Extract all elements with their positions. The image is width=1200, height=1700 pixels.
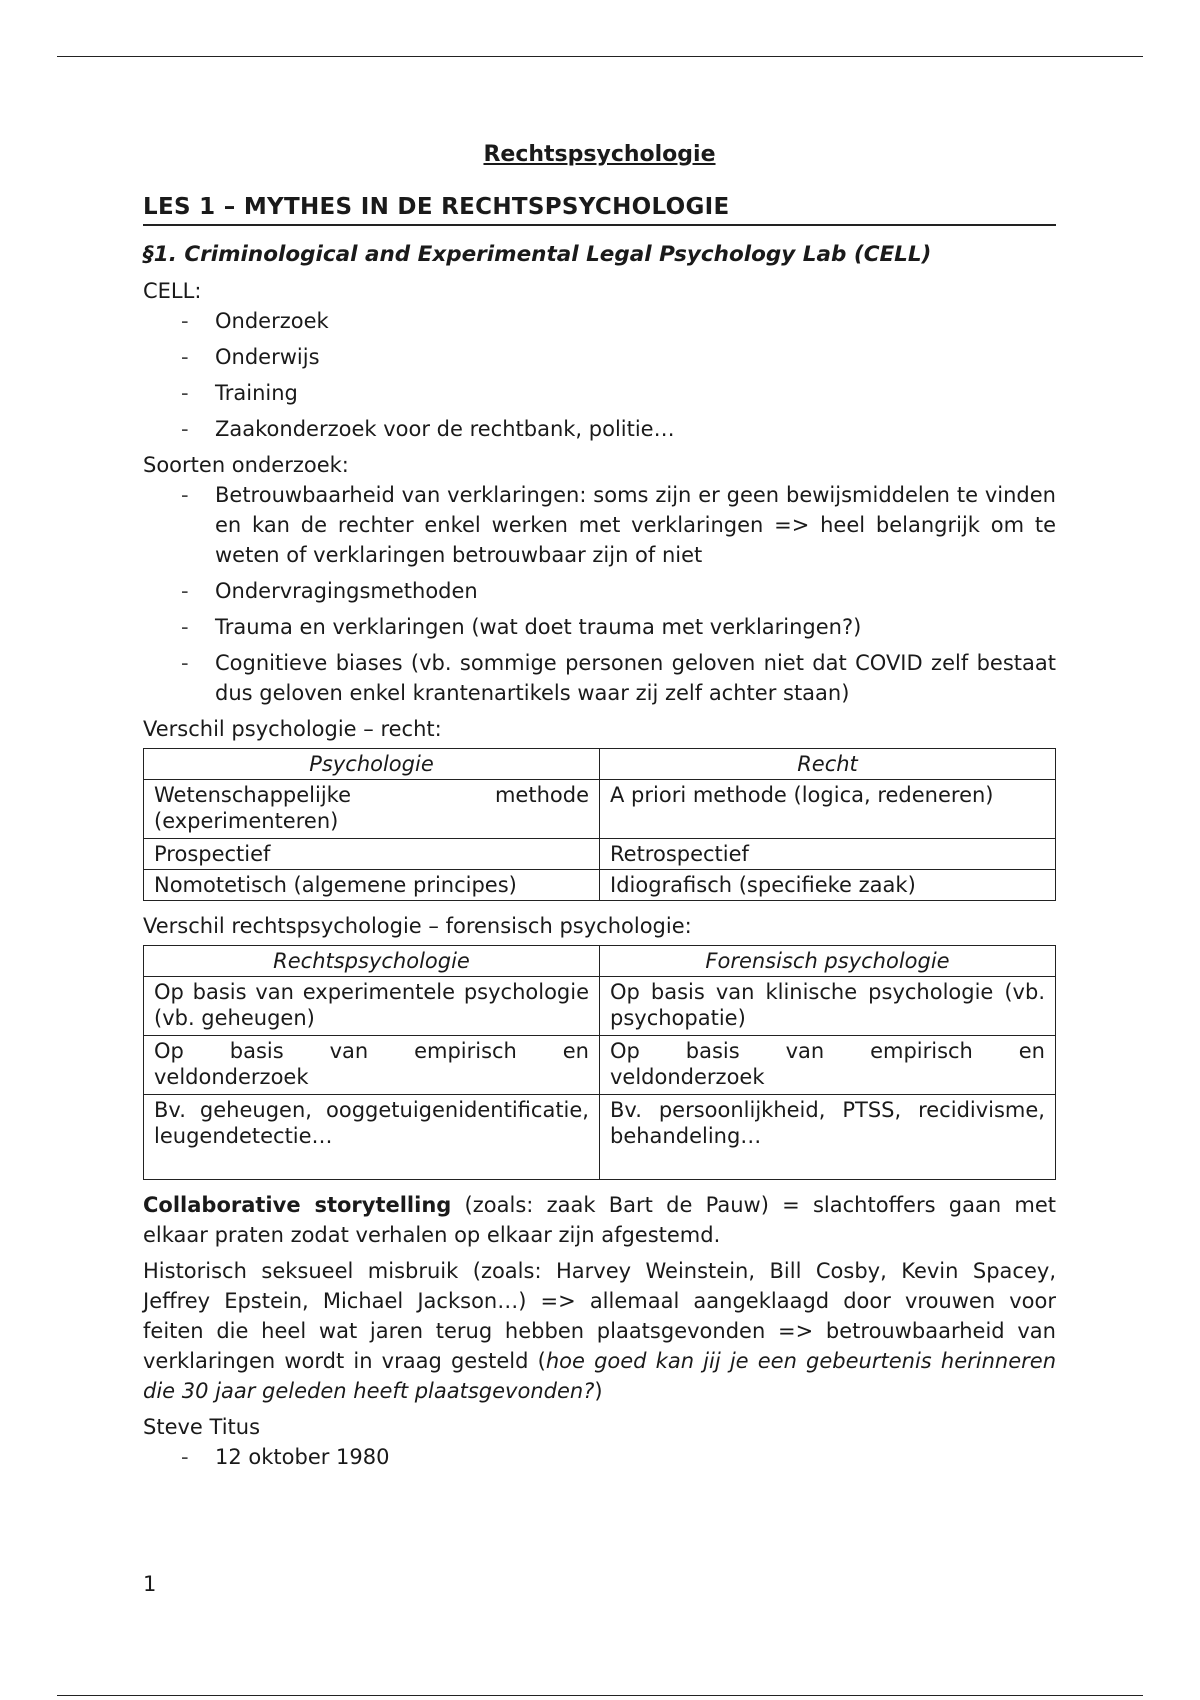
list-item: - Onderzoek xyxy=(215,306,1056,336)
historisch-question: hoe goed kan jij je een gebeurtenis herinneren die 30 jaar geleden heeft plaatsgevonden? xyxy=(143,1349,1056,1403)
document-title: Rechtspsychologie xyxy=(483,142,716,167)
table-row xyxy=(144,1095,1056,1180)
table-header-row xyxy=(144,749,1056,780)
table-row xyxy=(144,870,1056,901)
comparison-table-psychologie-recht xyxy=(143,748,1056,901)
document-body xyxy=(143,140,1056,1478)
table-cell: Bv. geheugen, ooggetuigenidentificatie, leugendetectie… xyxy=(144,1095,600,1180)
table-header-row xyxy=(144,946,1056,977)
list-item: - Onderwijs xyxy=(215,342,1056,372)
table-header: Psychologie xyxy=(144,749,600,780)
table-cell: Op basis van empirisch en veldonderzoek xyxy=(600,1036,1056,1095)
table-cell: Bv. persoonlijkheid, PTSS, recidivisme, behandeling… xyxy=(600,1095,1056,1180)
soorten-label: Soorten onderzoek: xyxy=(143,453,349,477)
table-cell: Retrospectief xyxy=(600,839,1056,870)
table-row xyxy=(144,977,1056,1036)
list-item: - Trauma en verklaringen (wat doet trauma met verklaringen?) xyxy=(215,612,1056,642)
list-item: - Cognitieve biases (vb. sommige personen geloven niet dat COVID zelf bestaat dus geloven enkel krantenartikels waar zij zelf achter staan) xyxy=(215,648,1056,708)
footer-rule xyxy=(57,1695,1143,1696)
historisch-close: ) xyxy=(594,1379,603,1403)
table-cell: Nomotetisch (algemene principes) xyxy=(144,870,600,901)
table-cell: Op basis van empirisch en veldonderzoek xyxy=(144,1036,600,1095)
table2-label: Verschil rechtspsychologie – forensisch psychologie: xyxy=(143,914,692,938)
section-heading: §1. Criminological and Experimental Legal Psychology Lab (CELL) xyxy=(143,242,932,267)
historisch-text: Historisch seksueel misbruik (zoals: Harvey Weinstein, Bill Cosby, Kevin Spacey, Jeffrey Epstein, Michael Jackson…) => allemaal aangeklaagd door vrouwen voor feiten die heel wat jaren terug hebben plaatsgevonden => betrouwbaarheid van verklaringen wordt in vraag gesteld ( xyxy=(143,1259,1056,1373)
list-item: - Ondervragingsmethoden xyxy=(215,576,1056,606)
titus-label: Steve Titus xyxy=(143,1415,261,1439)
collaborative-storytelling-text: (zoals: zaak Bart de Pauw) = slachtoffers gaan met elkaar praten zodat verhalen op elkaar zijn afgestemd. xyxy=(143,1193,1056,1247)
table-cell: Prospectief xyxy=(144,839,600,870)
table-header: Rechtspsychologie xyxy=(144,946,600,977)
table-row xyxy=(144,780,1056,839)
lesson-heading: LES 1 – MYTHES IN DE RECHTSPSYCHOLOGIE xyxy=(143,192,1056,226)
table-cell: A priori methode (logica, redeneren) xyxy=(600,780,1056,839)
soorten-list xyxy=(143,480,1056,708)
list-item: - Betrouwbaarheid van verklaringen: soms zijn er geen bewijsmiddelen te vinden en kan de rechter enkel werken met verklaringen => heel belangrijk om te weten of verklaringen betrouwbaar zijn of niet xyxy=(215,480,1056,570)
header-rule xyxy=(57,56,1143,57)
cell-label: CELL: xyxy=(143,279,202,303)
collaborative-storytelling-paragraph xyxy=(143,1190,1056,1250)
list-item: - 12 oktober 1980 xyxy=(215,1442,1056,1472)
table-cell: Op basis van experimentele psychologie (vb. geheugen) xyxy=(144,977,600,1036)
collaborative-storytelling-term: Collaborative storytelling xyxy=(143,1193,452,1217)
table-row xyxy=(144,839,1056,870)
table-header: Forensisch psychologie xyxy=(600,946,1056,977)
table-cell: Idiografisch (specifieke zaak) xyxy=(600,870,1056,901)
list-item: - Training xyxy=(215,378,1056,408)
table-cell: Op basis van klinische psychologie (vb. psychopatie) xyxy=(600,977,1056,1036)
table-header: Recht xyxy=(600,749,1056,780)
table-row xyxy=(144,1036,1056,1095)
table-cell: Wetenschappelijke methode (experimenteren) xyxy=(144,780,600,839)
table1-label: Verschil psychologie – recht: xyxy=(143,717,442,741)
page-number: 1 xyxy=(143,1572,157,1596)
cell-list xyxy=(143,306,1056,444)
titus-list xyxy=(143,1442,1056,1472)
list-item: - Zaakonderzoek voor de rechtbank, politie… xyxy=(215,414,1056,444)
comparison-table-rechts-forensisch xyxy=(143,945,1056,1180)
historisch-paragraph xyxy=(143,1256,1056,1406)
